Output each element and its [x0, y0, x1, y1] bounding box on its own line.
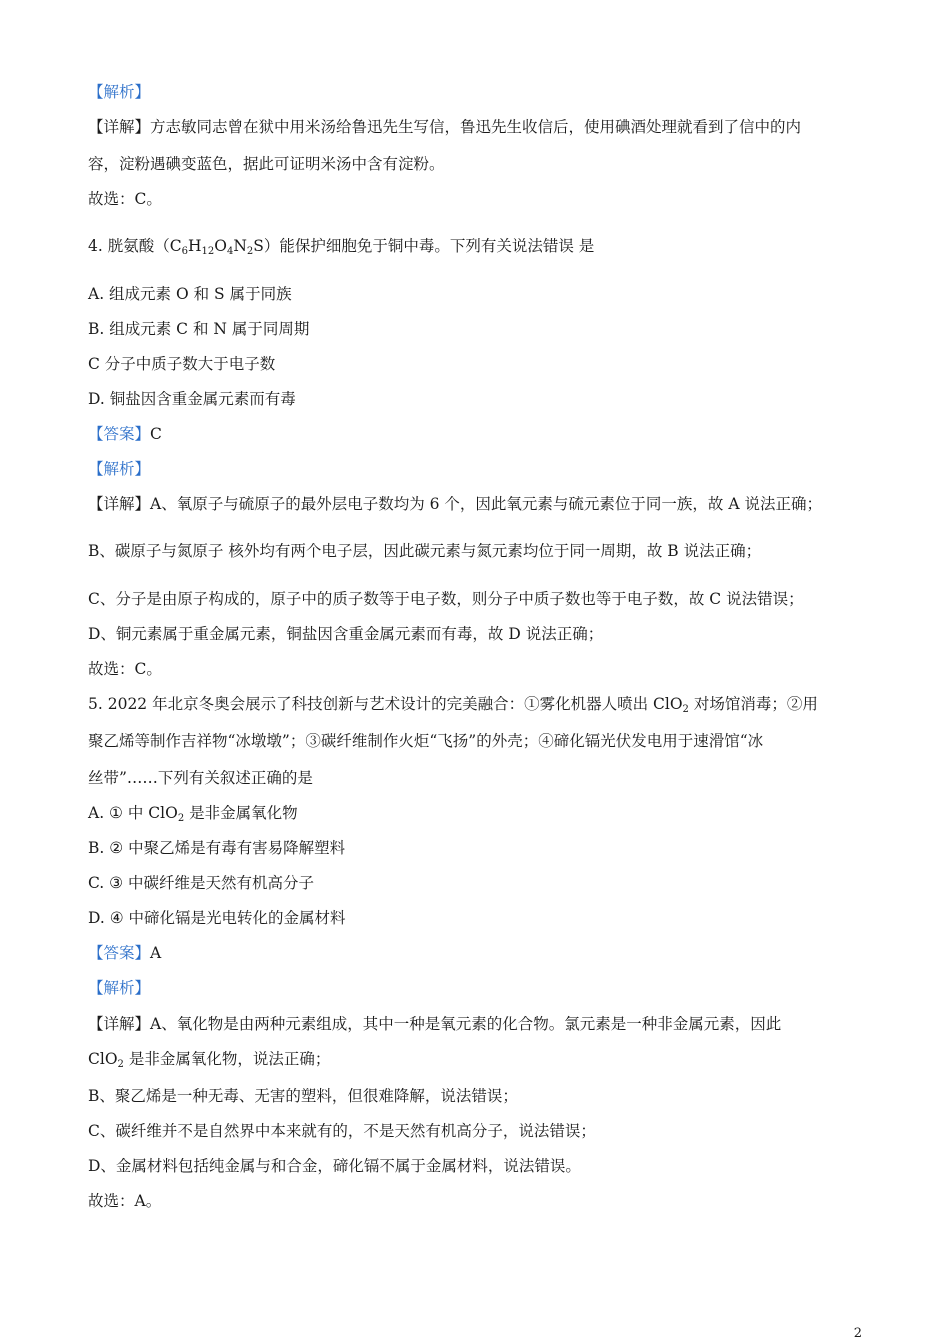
q5-stem-line-2: 聚乙烯等制作吉祥物“冰墩墩”；③碳纤维制作火炬“飞扬”的外壳；④碲化镉光伏发电用于速滑馆“冰: [88, 732, 764, 750]
q4-detail-a: [88, 494, 822, 514]
q5-option-d: D. ④ 中碲化镉是光电转化的金属材料: [88, 909, 346, 927]
q3-detail-line-2: 容，淀粉遇碘变蓝色，据此可证明米汤中含有淀粉。: [88, 155, 445, 173]
q4-detail-c: C、分子是由原子构成的，原子中的质子数等于电子数，则分子中质子数也等于电子数，故 C 说法错误；: [88, 590, 804, 608]
q5-detail-b: B、聚乙烯是一种无毒、无害的塑料，但很难降解，说法错误；: [88, 1087, 518, 1105]
q4-n: N: [233, 237, 247, 255]
q4-sub-h: 12: [201, 246, 215, 257]
q4-o: O: [214, 237, 227, 255]
q4-option-c: C 分子中质子数大于电子数: [88, 355, 276, 373]
q3-detail-line-1: [88, 117, 801, 137]
q5-conclusion: 故选：A。: [88, 1192, 162, 1210]
q3-jiexi-tag: 【解析】: [88, 83, 151, 101]
q5-stem-1a: 5. 2022 年北京冬奥会展示了科技创新与艺术设计的完美融合：①雾化机器人喷出 ClO: [88, 695, 683, 713]
q5-option-b: B. ② 中聚乙烯是有毒有害易降解塑料: [88, 839, 346, 857]
q5-answer-value: A: [150, 944, 162, 962]
q5-answer-tag: 【答案】: [88, 944, 151, 962]
q4-sub-o: 4: [226, 246, 234, 257]
q5-stem-1-sub: 2: [682, 704, 689, 715]
q3-conclusion: 故选：C。: [88, 190, 162, 208]
q5-detail-a2-2: 是非金属氧化物，说法正确；: [123, 1050, 331, 1068]
q3-detail-text-1: 方志敏同志曾在狱中用米汤给鲁迅先生写信，鲁迅先生收信后，使用碘酒处理就看到了信中的内: [150, 118, 802, 136]
q5-stem-line-3: 丝带”……下列有关叙述正确的是: [88, 769, 313, 787]
q5-opt-a-sub: 2: [177, 813, 185, 824]
q5-option-c: C. ③ 中碳纤维是天然有机高分子: [88, 874, 314, 892]
q4-detail-d: D、铜元素属于重金属元素，铜盐因含重金属元素而有毒，故 D 说法正确；: [88, 625, 604, 643]
q4-detail-a-text: A、氧原子与硫原子的最外层电子数均为 6 个，因此氧元素与硫元素位于同一族，故 A 说法正确；: [150, 495, 822, 513]
q5-opt-a-2: 是非金属氧化物: [184, 804, 298, 822]
q5-opt-a-1: A. ① 中 ClO: [88, 804, 178, 822]
q4-xiangjie-tag: 【详解】: [88, 495, 151, 513]
q4-stem-prefix: 4. 胱氨酸（C: [88, 237, 182, 255]
page-number: 2: [853, 1326, 862, 1341]
q4-option-d: D. 铜盐因含重金属元素而有毒: [88, 390, 296, 408]
q4-detail-b: B、碳原子与氮原子 核外均有两个电子层，因此碳元素与氮元素均位于同一周期，故 B 说法正确；: [88, 542, 762, 560]
q5-jiexi-tag: 【解析】: [88, 979, 151, 997]
q5-detail-c: C、碳纤维并不是自然界中本来就有的，不是天然有机高分子，说法错误；: [88, 1122, 596, 1140]
q4-answer: [88, 424, 162, 444]
q4-s: S: [253, 237, 264, 255]
q5-detail-a-text: A、氧化物是由两种元素组成，其中一种是氧元素的化合物。氯元素是一种非金属元素，因此: [150, 1015, 782, 1033]
q5-detail-a2-1: ClO: [88, 1050, 118, 1068]
q5-xiangjie-tag: 【详解】: [88, 1015, 151, 1033]
q4-option-b: B. 组成元素 C 和 N 属于同周期: [88, 320, 310, 338]
q3-xiangjie-tag: 【详解】: [88, 118, 151, 136]
q4-answer-tag: 【答案】: [88, 425, 151, 443]
q4-conclusion: 故选：C。: [88, 660, 162, 678]
q4-sub-c: 6: [181, 246, 188, 257]
q4-answer-value: C: [150, 425, 162, 443]
q5-detail-a-line-1: [88, 1014, 781, 1034]
q4-h: H: [187, 237, 202, 255]
q4-jiexi-tag: 【解析】: [88, 460, 151, 478]
q4-stem-suffix: ）能保护细胞免于铜中毒。下列有关说法错误 是: [263, 237, 595, 255]
q5-detail-d: D、金属材料包括纯金属与和合金，碲化镉不属于金属材料，说法错误。: [88, 1157, 581, 1175]
q5-answer: [88, 943, 161, 963]
q5-stem-1b: 对场馆消毒；②用: [688, 695, 818, 713]
q5-option-a: [88, 803, 298, 823]
q5-detail-a2-sub: 2: [117, 1059, 124, 1070]
q5-stem-line-1: [88, 694, 818, 714]
q4-sub-n: 2: [246, 246, 254, 257]
q4-option-a: A. 组成元素 O 和 S 属于同族: [88, 285, 292, 303]
q4-stem: [88, 236, 594, 256]
q5-detail-a-line-2: [88, 1049, 330, 1069]
